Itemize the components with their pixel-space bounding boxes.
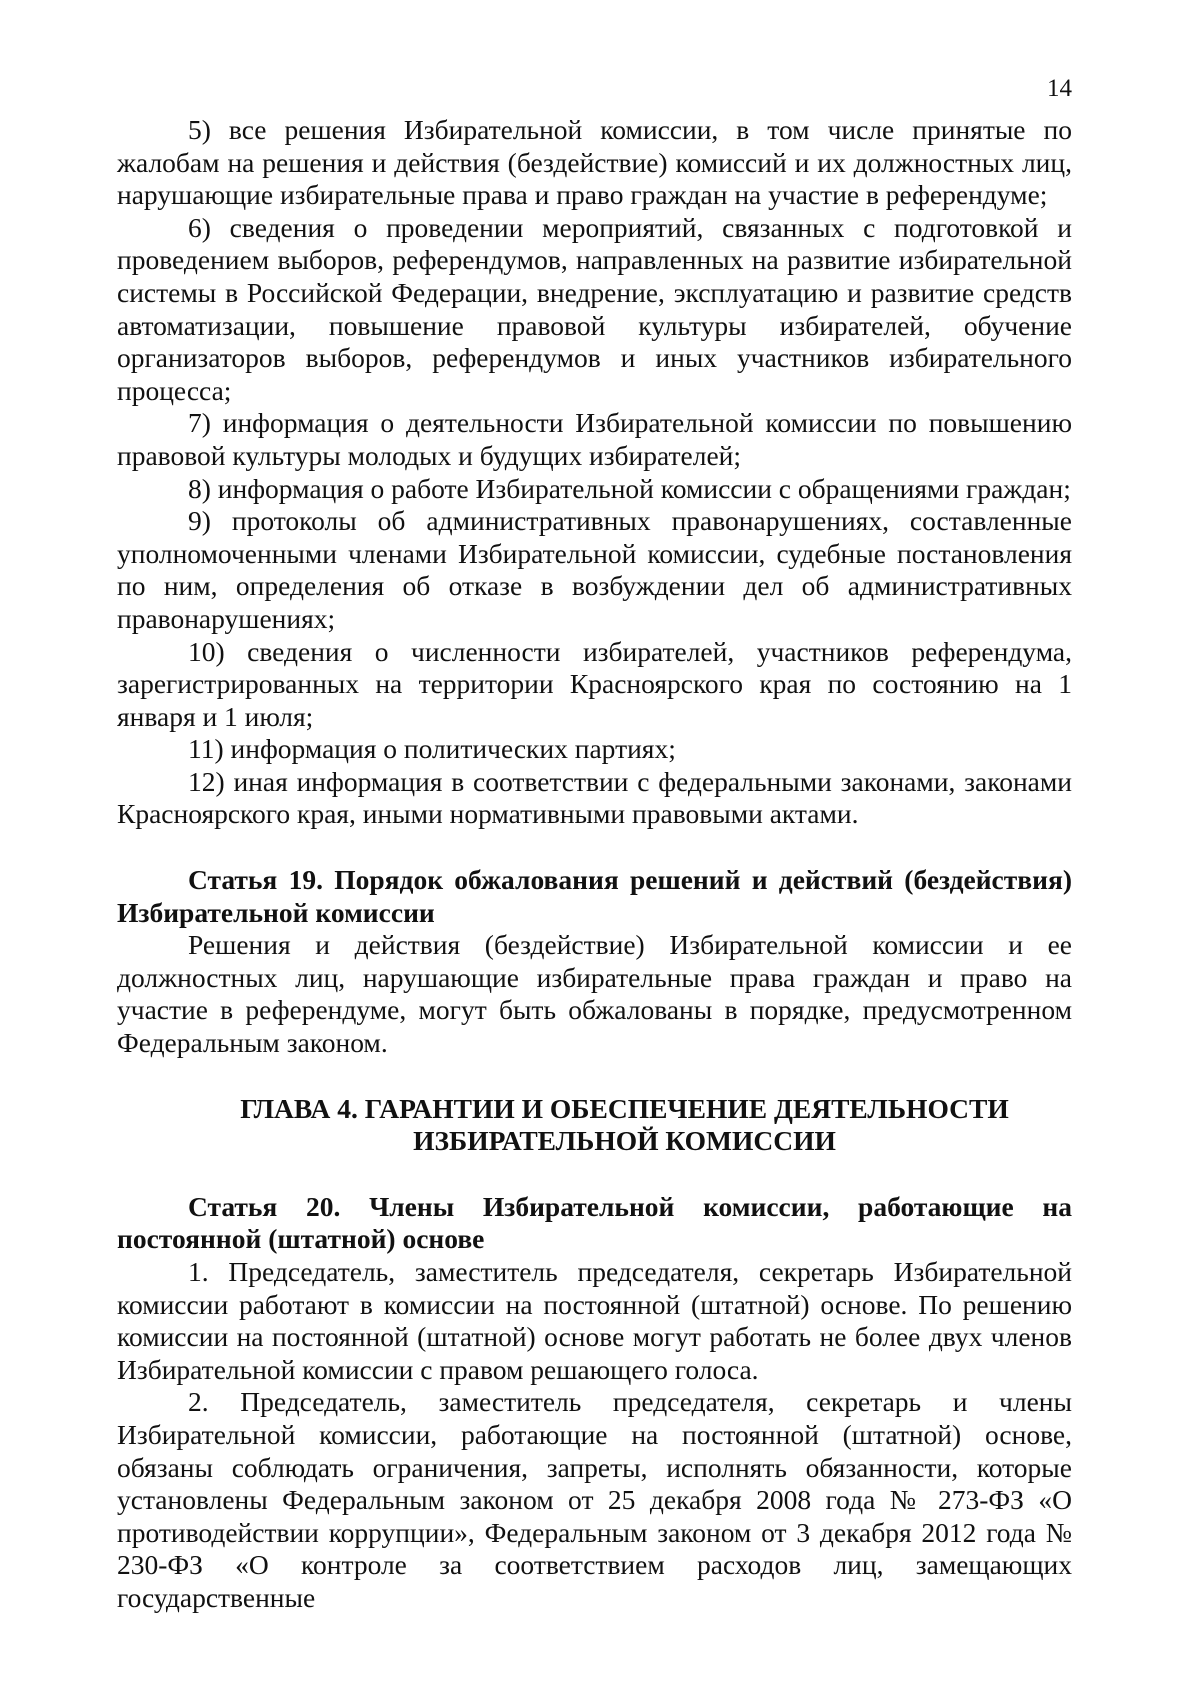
chapter-4-heading-line-1: ГЛАВА 4. ГАРАНТИИ И ОБЕСПЕЧЕНИЕ ДЕЯТЕЛЬНОСТИ <box>240 1092 1009 1124</box>
list-item-12: 12) иная информация в соответствии с федеральными законами, законами Красноярского края, иными нормативными правовыми актами. <box>117 765 1072 830</box>
article-20-paragraph-1: 1. Председатель, заместитель председателя, секретарь Избирательной комиссии работают в комиссии на постоянной (штатной) основе. По решению комиссии на постоянной (штатной) основе могут работать не более двух членов Избирательной комиссии с правом решающего голоса. <box>117 1256 1072 1385</box>
document-body <box>117 114 1072 1615</box>
page-number: 14 <box>1047 75 1072 102</box>
list-item-8: 8) информация о работе Избирательной комиссии с обращениями граждан; <box>188 472 1071 504</box>
article-19-text: Решения и действия (бездействие) Избирательной комиссии и ее должностных лиц, нарушающие избирательные права граждан и право на участие в референдуме, могут быть обжалованы в порядке, предусмотренном Федеральным законом. <box>117 929 1072 1059</box>
article-20-heading: Статья 20. Члены Избирательной комиссии, работающие на постоянной (штатной) основе <box>117 1190 1072 1255</box>
list-item-7: 7) информация о деятельности Избирательной комиссии по повышению правовой культуры молодых и будущих избирателей; <box>117 407 1072 471</box>
list-item-9: 9) протоколы об административных правонарушениях, составленные уполномоченными членами Избирательной комиссии, судебные постановления по ним, определения об отказе в возбуждении дел об административных правонарушениях; <box>117 505 1072 634</box>
list-item-6: 6) сведения о проведении мероприятий, связанных с подготовкой и проведением выборов, референдумов, направленных на развитие избирательной системы в Российской Федерации, внедрение, эксплуатацию и развитие средств автоматизации, повышение правовой культуры избирателей, обучение организаторов выборов, референдумов и иных участников избирательного процесса; <box>117 211 1072 406</box>
chapter-4-heading-line-2: ИЗБИРАТЕЛЬНОЙ КОМИССИИ <box>413 1125 836 1157</box>
list-item-5: 5) все решения Избирательной комиссии, в том числе принятые по жалобам на решения и действия (бездействие) комиссий и их должностных лиц, нарушающие избирательные права и право граждан на участие в референдуме; <box>117 114 1072 211</box>
list-item-10: 10) сведения о численности избирателей, участников референдума, зарегистрированных на территории Красноярского края по состоянию на 1 января и 1 июля; <box>117 635 1072 732</box>
article-19-heading: Статья 19. Порядок обжалования решений и действий (бездействия) Избирательной комиссии <box>117 864 1072 928</box>
chapter-4-heading <box>117 1093 1072 1158</box>
list-item-11: 11) информация о политических партиях; <box>188 733 676 765</box>
article-20-paragraph-2: 2. Председатель, заместитель председателя, секретарь и члены Избирательной комиссии, работающие на постоянной (штатной) основе, обязаны соблюдать ограничения, запреты, исполнять обязанности, которые установлены Федеральным законом от 25 декабря 2008 года № 273-ФЗ «О противодействии коррупции», Федеральным законом от 3 декабря 2012 года № 230-ФЗ «О контроле за соответствием расходов лиц, замещающих государственные <box>117 1386 1072 1613</box>
